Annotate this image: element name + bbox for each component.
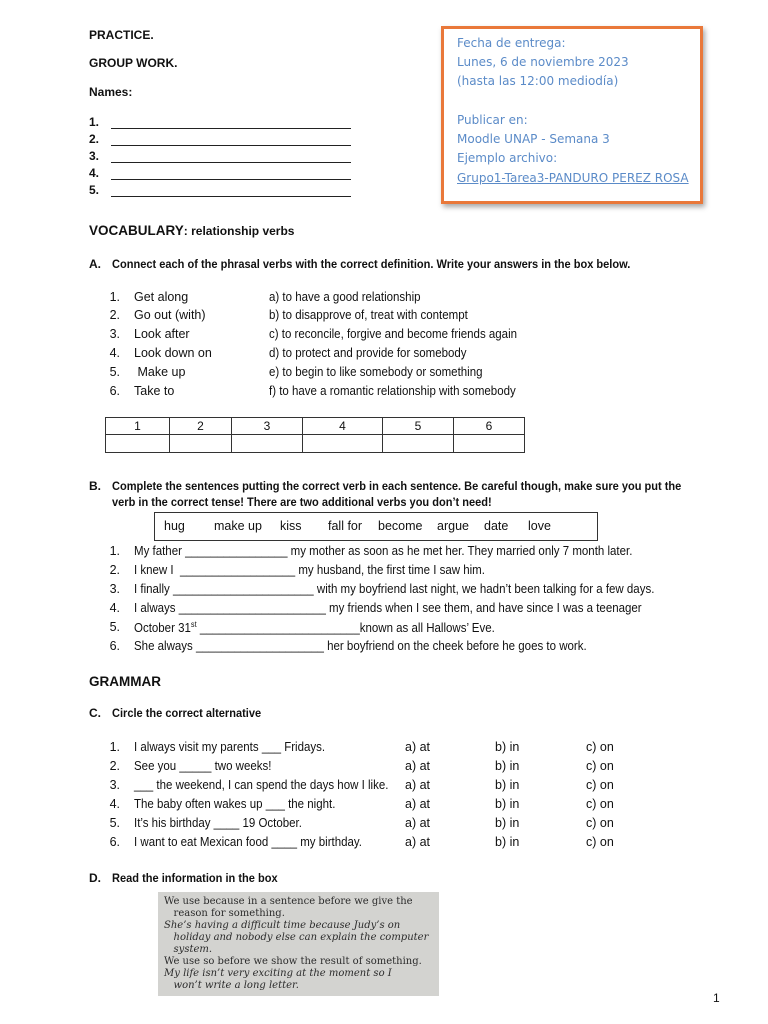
answer-cell[interactable] (383, 435, 454, 453)
question-text: I want to eat Mexican food ____ my birthday. (134, 835, 363, 849)
section-a-instruction: Connect each of the phrasal verbs with the correct definition. Write your answers in the box below. (112, 257, 631, 271)
phrasal-verb: Go out (with) (134, 308, 206, 322)
option-c[interactable]: c) on (586, 759, 614, 773)
definition: c) to reconcile, forgive and become friends again (269, 327, 518, 341)
question-text: ___ the weekend, I can spend the days how I like. (134, 778, 389, 792)
section-b-instruction-2: verb in the correct tense! There are two additional verbs you don’t need! (112, 495, 492, 509)
phrasal-verb: Make up (134, 365, 186, 379)
name-line[interactable] (89, 115, 359, 131)
note-line: holiday and nobody else can explain the computer (164, 932, 429, 943)
answer-cell[interactable] (303, 435, 383, 453)
word-bank-item: kiss (280, 519, 302, 533)
name-number: 1. (89, 115, 100, 129)
option-a[interactable]: a) at (405, 778, 431, 792)
option-c[interactable]: c) on (586, 797, 614, 811)
option-a[interactable]: a) at (405, 816, 431, 830)
option-b[interactable]: b) in (495, 740, 520, 754)
sentence-text: I always _______________________ my friends when I see them, and have since I was a teenager (134, 601, 642, 615)
answer-header: 1 (106, 418, 170, 435)
word-bank-item: hug (164, 519, 185, 533)
sentence-text: She always ____________________ her boyfriend on the cheek before he goes to work. (134, 639, 587, 653)
word-bank-item: become (378, 519, 423, 533)
answer-cell[interactable] (106, 435, 170, 453)
note-line: My life isn’t very exciting at the moment so I (164, 968, 392, 979)
sentence-text: I knew I __________________ my husband, the first time I saw him. (134, 563, 485, 577)
section-c-letter: C. (89, 706, 101, 720)
note-line: system. (164, 944, 213, 955)
option-c[interactable]: c) on (586, 816, 614, 830)
word-bank-item: make up (214, 519, 262, 533)
vocabulary-title: VOCABULARY (89, 223, 184, 238)
answer-cell[interactable] (454, 435, 525, 453)
answer-header: 3 (232, 418, 303, 435)
definition: d) to protect and provide for somebody (269, 346, 467, 360)
option-a[interactable]: a) at (405, 797, 431, 811)
answer-cell[interactable] (170, 435, 232, 453)
practice-title: PRACTICE. (89, 28, 154, 42)
answer-header: 5 (383, 418, 454, 435)
name-number: 2. (89, 132, 100, 146)
phrasal-verb: Look after (134, 327, 190, 341)
option-c[interactable]: c) on (586, 835, 614, 849)
option-a[interactable]: a) at (405, 835, 431, 849)
sentence-text: October 31st _________________________known as all Hallows’ Eve. (134, 620, 495, 636)
section-a-letter: A. (89, 257, 101, 271)
definition: a) to have a good relationship (269, 290, 421, 304)
note-line: We use because in a sentence before we give the (164, 896, 413, 907)
option-a[interactable]: a) at (405, 759, 431, 773)
question-text: It’s his birthday ____ 19 October. (134, 816, 302, 830)
option-c[interactable]: c) on (586, 740, 614, 754)
vocabulary-subtitle: : relationship verbs (183, 224, 295, 238)
info-line: Moodle UNAP - Semana 3 (457, 132, 610, 146)
note-line: won’t write a long letter. (164, 980, 299, 991)
definition: e) to begin to like somebody or something (269, 365, 483, 379)
sentence-text: My father ________________ my mother as soon as he met her. They married only 7 month later. (134, 544, 633, 558)
name-line[interactable] (89, 183, 359, 199)
info-line: (hasta las 12:00 mediodía) (457, 74, 619, 88)
grammar-heading: GRAMMAR (89, 674, 161, 689)
name-number: 3. (89, 149, 100, 163)
answer-header: 4 (303, 418, 383, 435)
section-c-instruction: Circle the correct alternative (112, 706, 262, 720)
answer-table (105, 417, 525, 453)
option-b[interactable]: b) in (495, 816, 520, 830)
section-b-instruction-1: Complete the sentences putting the correct verb in each sentence. Be careful though, make sure you put the (112, 479, 682, 493)
sentence-text: I finally ______________________ with my boyfriend last night, we hadn’t been talking for a few days. (134, 582, 655, 596)
word-bank-item: date (484, 519, 509, 533)
note-line: reason for something. (164, 908, 285, 919)
phrasal-verb: Get along (134, 290, 189, 304)
info-line: Fecha de entrega: (457, 36, 566, 50)
section-d-letter: D. (89, 871, 101, 885)
option-c[interactable]: c) on (586, 778, 614, 792)
option-b[interactable]: b) in (495, 835, 520, 849)
note-line: She’s having a difficult time because Judy’s on (164, 920, 401, 931)
question-text: See you _____ two weeks! (134, 759, 272, 773)
info-line: Publicar en: (457, 113, 528, 127)
submission-info-box (441, 26, 703, 204)
option-b[interactable]: b) in (495, 778, 520, 792)
question-text: The baby often wakes up ___ the night. (134, 797, 336, 811)
option-a[interactable]: a) at (405, 740, 431, 754)
phrasal-verb: Take to (134, 384, 175, 398)
info-line: Lunes, 6 de noviembre 2023 (457, 55, 629, 69)
grammar-note-image (158, 892, 439, 996)
answer-cell[interactable] (232, 435, 303, 453)
name-line[interactable] (89, 149, 359, 165)
page-number: 1 (713, 991, 720, 1005)
name-line[interactable] (89, 132, 359, 148)
group-work-label: GROUP WORK. (89, 56, 178, 70)
name-line[interactable] (89, 166, 359, 182)
phrasal-verb: Look down on (134, 346, 212, 360)
word-bank-item: love (528, 519, 551, 533)
info-line: Ejemplo archivo: (457, 151, 558, 165)
answer-header: 6 (454, 418, 525, 435)
section-d-instruction: Read the information in the box (112, 871, 278, 885)
word-bank-item: fall for (328, 519, 363, 533)
definition: b) to disapprove of, treat with contempt (269, 308, 468, 322)
note-line: We use so before we show the result of something. (164, 956, 422, 967)
definition: f) to have a romantic relationship with somebody (269, 384, 516, 398)
option-b[interactable]: b) in (495, 759, 520, 773)
section-b-letter: B. (89, 479, 101, 493)
name-number: 4. (89, 166, 100, 180)
word-bank-item: argue (437, 519, 469, 533)
word-bank-box (154, 512, 598, 541)
question-text: I always visit my parents ___ Fridays. (134, 740, 326, 754)
option-b[interactable]: b) in (495, 797, 520, 811)
answer-header: 2 (170, 418, 232, 435)
name-number: 5. (89, 183, 100, 197)
names-label: Names: (89, 85, 133, 99)
vocabulary-heading (89, 223, 294, 238)
example-filename: Grupo1-Tarea3-PANDURO PEREZ ROSA (457, 171, 689, 185)
